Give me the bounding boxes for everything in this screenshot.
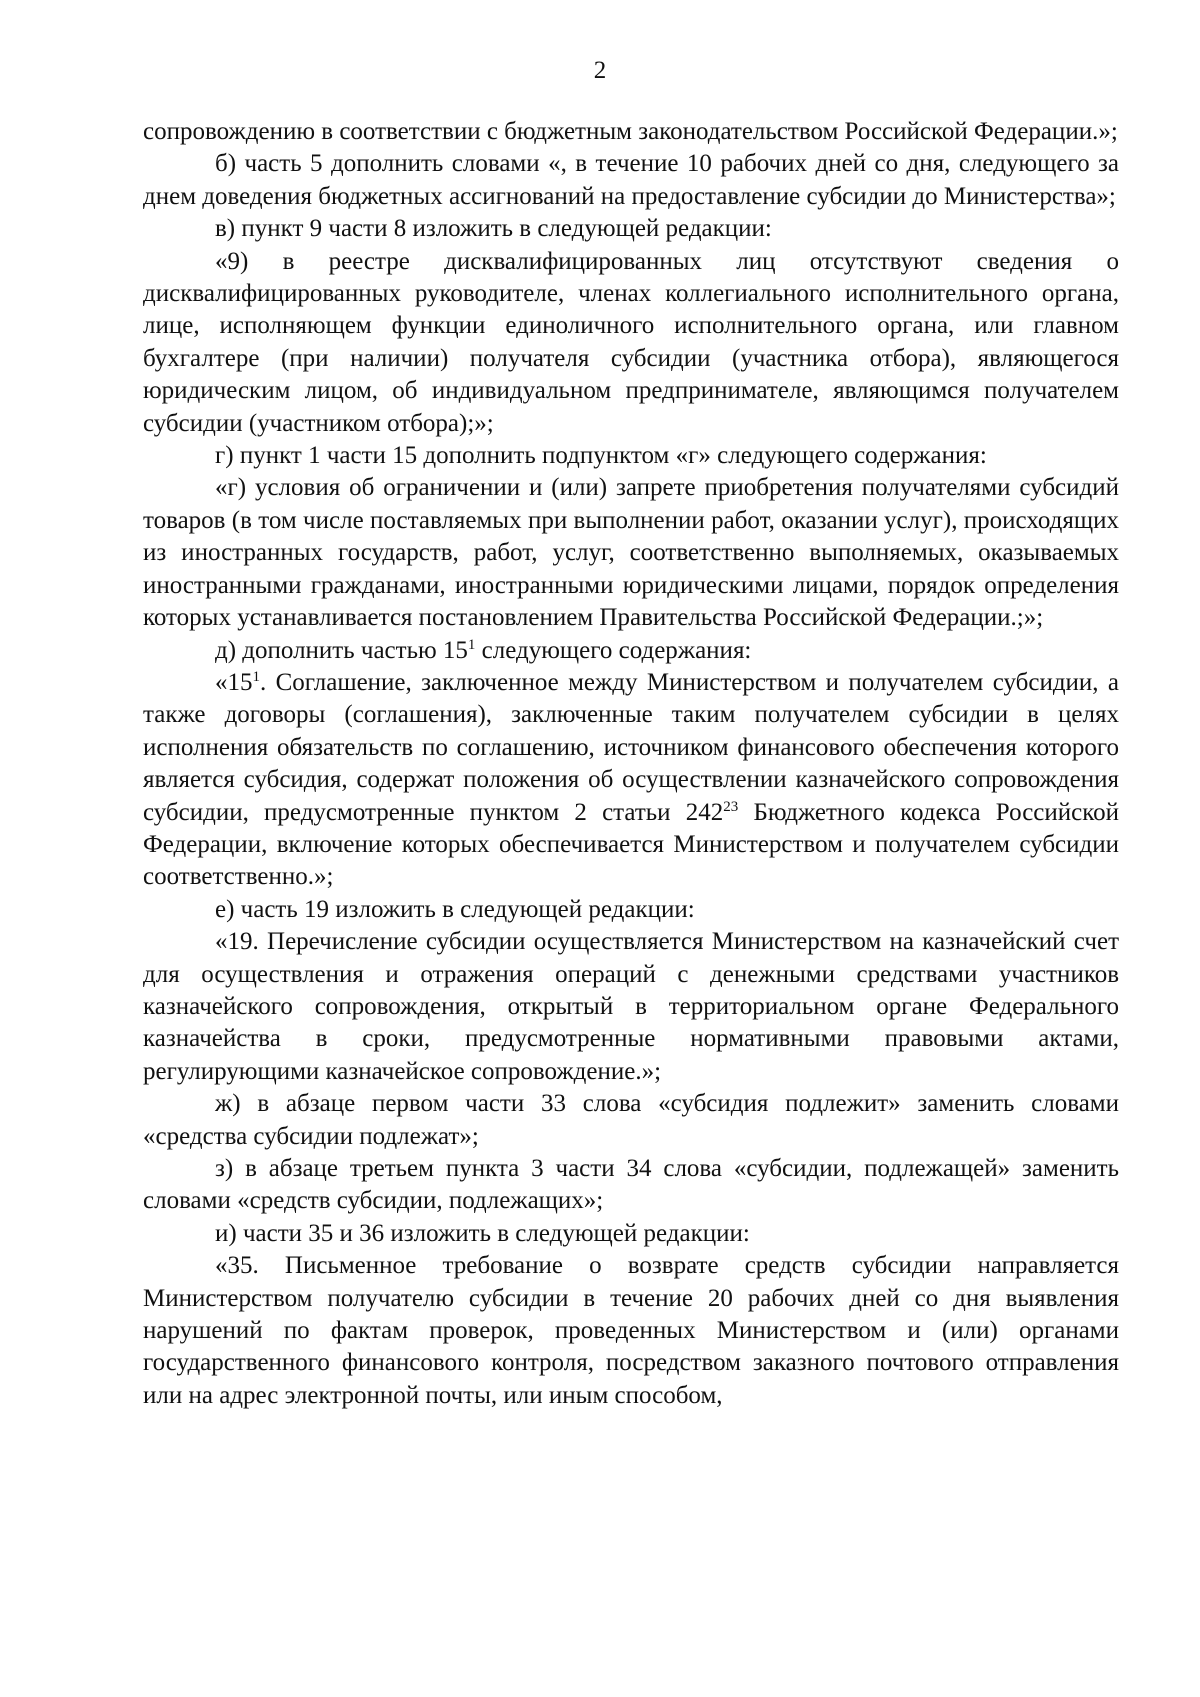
paragraph-part-15-1 xyxy=(143,667,1119,894)
paragraph-e: е) часть 19 изложить в следующей редакции: xyxy=(215,895,695,923)
paragraph-item-g: «г) условия об ограничении и (или) запрете приобретения получателями субсидий товаров (в том числе поставляемых при выполнении работ, оказании услуг), происходящих из иностранных государств, работ, услуг, соответственно выполняемых, оказываемых иностранными гражданами, иностранными юридическими лицами, порядок определения которых устанавливается постановлением Правительства Российской Федерации.;»; xyxy=(143,474,1119,632)
paragraph-continuation: сопровождению в соответствии с бюджетным законодательством Российской Федерации.»; xyxy=(143,118,1118,145)
paragraph-i: и) части 35 и 36 изложить в следующей редакции: xyxy=(215,1219,750,1247)
paragraph-d-before: д) дополнить частью 15 xyxy=(215,636,468,664)
document-body xyxy=(143,116,1119,1412)
paragraph-part-35: «35. Письменное требование о возврате средств субсидии направляется Министерством получателю субсидии в течение 20 рабочих дней со дня выявления нарушений по фактам проверок, проведенных Министерством и (или) органами государственного финансового контроля, посредством заказного почтового отправления или на адрес электронной почты, или иным способом, xyxy=(143,1252,1119,1409)
paragraph-part-15-1-tail: Бюджетного кодекса Российской Федерации, включение которых обеспечивается Министерством и получателем субсидии соответственно.»; xyxy=(143,798,1120,891)
page-number: 2 xyxy=(593,57,607,84)
paragraph-part-19: «19. Перечисление субсидии осуществляется Министерством на казначейский счет для осуществления и отражения операций с денежными средствами участников казначейского сопровождения, открытый в территориальном органе Федерального казначейства в сроки, предусмотренные нормативными правовыми актами, регулирующими казначейское сопровождение.»; xyxy=(143,928,1119,1085)
paragraph-d-sup: 1 xyxy=(467,636,476,653)
paragraph-d-after: следующего содержания: xyxy=(475,636,752,664)
paragraph-part-15-1-before: «15 xyxy=(215,668,253,696)
paragraph-part-15-1-after: . Соглашение, заключенное между Министерством и получателем субсидии, а также договоры (соглашения), заключенные таким получателем субсидии в целях исполнения обязательств по соглашению, источником финансового обеспечения которого является субсидия, содержат положения об осуществлении казначейского сопровождения субсидии, предусмотренные пунктом 2 статьи 242 xyxy=(143,668,1119,826)
paragraph-z: з) в абзаце третьем пункта 3 части 34 слова «субсидии, подлежащей» заменить словами «средств субсидии, подлежащих»; xyxy=(143,1155,1119,1215)
paragraph-v: в) пункт 9 части 8 изложить в следующей редакции: xyxy=(215,215,772,243)
paragraph-d xyxy=(143,635,1119,667)
paragraph-item-9: «9) в реестре дисквалифицированных лиц отсутствуют сведения о дисквалифицированных руководителе, членах коллегиального исполнительного органа, лице, исполняющем функции единоличного исполнительного органа, или главном бухгалтере (при наличии) получателя субсидии (участника отбора), являющегося юридическим лицом, об индивидуальном предпринимателе, являющимся получателем субсидии (участником отбора);»; xyxy=(143,247,1119,437)
paragraph-part-15-1-sup-article: 23 xyxy=(723,798,739,815)
paragraph-b: б) часть 5 дополнить словами «, в течение 10 рабочих дней со дня, следующего за днем доведения бюджетных ассигнований на предоставление субсидии до Министерства»; xyxy=(143,150,1119,210)
paragraph-zh: ж) в абзаце первом части 33 слова «субсидия подлежит» заменить словами «средства субсидии подлежат»; xyxy=(143,1090,1119,1150)
paragraph-g: г) пункт 1 части 15 дополнить подпунктом «г» следующего содержания: xyxy=(215,442,987,470)
paragraph-part-15-1-sup: 1 xyxy=(252,668,260,685)
